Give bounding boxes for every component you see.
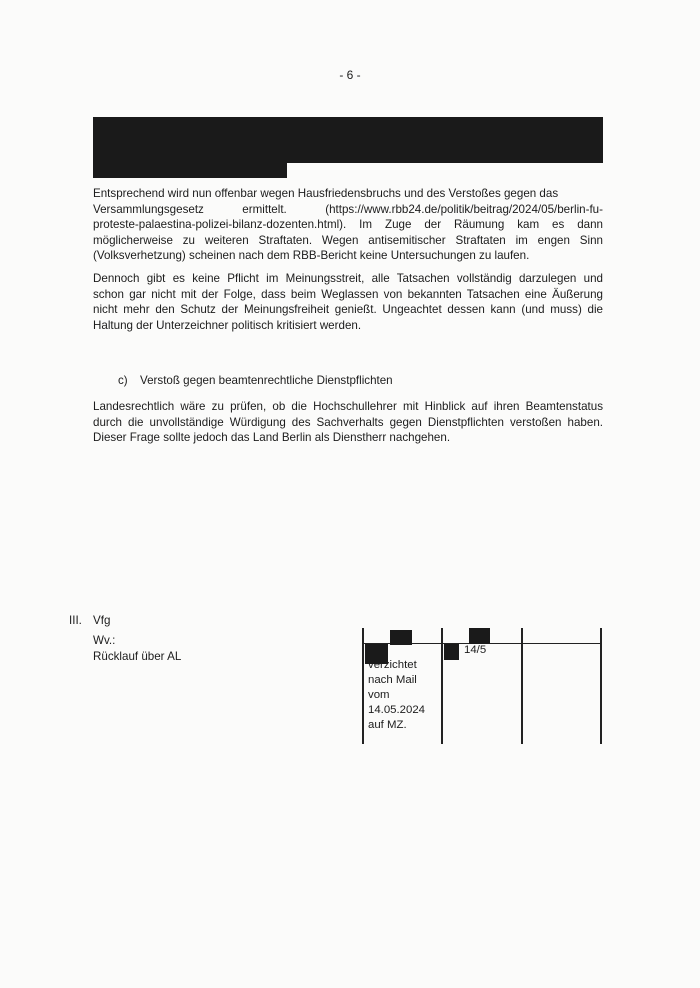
section-c-title: Verstoß gegen beamtenrechtliche Dienstpflichten bbox=[140, 374, 393, 387]
cell-date: 14/5 bbox=[464, 644, 487, 656]
cell-note-line: verzichtet bbox=[368, 659, 417, 671]
paragraph-line: Dieser Frage sollte jedoch das Land Berlin als Dienstherr nachgehen. bbox=[93, 431, 451, 444]
section-c-label: c) bbox=[118, 374, 128, 387]
paragraph-line: nicht mehr den Schutz der Meinungsfreiheit genießt. Ungeachtet dessen kann (und muss) die bbox=[93, 303, 603, 316]
redaction-box bbox=[444, 644, 459, 660]
wiedervorlage-label: Wv.: bbox=[93, 634, 116, 647]
redaction-block-top-tail bbox=[93, 160, 287, 178]
cell-note bbox=[368, 658, 425, 733]
vfg-label: Vfg bbox=[93, 614, 111, 627]
paragraph-line: Dennoch gibt es keine Pflicht im Meinungsstreit, alle Tatsachen vollständig darzulegen und bbox=[93, 272, 603, 285]
cell-note-line: vom bbox=[368, 689, 390, 701]
redaction-block-top bbox=[93, 117, 603, 163]
paragraph-line: Landesrechtlich wäre zu prüfen, ob die Hochschullehrer mit Hinblick auf ihren Beamtenstatus bbox=[93, 400, 603, 413]
grid-divider-3 bbox=[521, 628, 523, 744]
paragraph-line: möglicherweise zu weiteren Straftaten. Wegen antisemitischer Straftaten im engen Sinn bbox=[93, 233, 603, 247]
page-number: - 6 - bbox=[339, 68, 361, 82]
paragraph-line: Entsprechend wird nun offenbar wegen Hausfriedensbruchs und des Verstoßes gegen das bbox=[93, 187, 559, 200]
cell-note-line: nach Mail bbox=[368, 674, 417, 686]
redaction-box bbox=[390, 630, 412, 645]
paragraph-line: (Volksverhetzung) scheinen nach dem RBB-Bericht keine Untersuchungen zu laufen. bbox=[93, 249, 530, 262]
cell-note-line: 14.05.2024 bbox=[368, 704, 426, 716]
grid-divider-left bbox=[362, 628, 364, 744]
grid-divider-right bbox=[600, 628, 602, 744]
grid-divider-2 bbox=[441, 628, 443, 744]
redaction-box bbox=[469, 628, 490, 644]
paragraph-civil-service-duties bbox=[93, 399, 603, 446]
paragraph-line: Versammlungsgesetz ermittelt. (https://www.rbb24.de/politik/beitrag/2024/05/berlin-fu- bbox=[93, 202, 603, 216]
paragraph-investigation bbox=[93, 186, 603, 264]
roman-numeral: III. bbox=[69, 614, 82, 627]
cell-note-line: auf MZ. bbox=[368, 719, 407, 731]
paragraph-line: Haltung der Unterzeichner politisch kritisiert werden. bbox=[93, 318, 362, 332]
paragraph-line: schon gar nicht mit der Folge, dass beim Weglassen von bekannten Tatsachen eine Äußerung bbox=[93, 287, 603, 301]
paragraph-line: proteste-palaestina-polizei-bilanz-dozenten.html). Im Zuge der Räumung kam es dann bbox=[93, 218, 603, 231]
disposition-heading bbox=[69, 613, 110, 628]
ruecklauf-label: Rücklauf über AL bbox=[93, 650, 182, 663]
section-c-heading bbox=[118, 373, 393, 388]
paragraph-line: durch die unvollständige Würdigung des Sachverhalts gegen Dienstpflichten verstoßen haben. bbox=[93, 415, 603, 429]
paragraph-freedom-of-opinion bbox=[93, 271, 603, 333]
